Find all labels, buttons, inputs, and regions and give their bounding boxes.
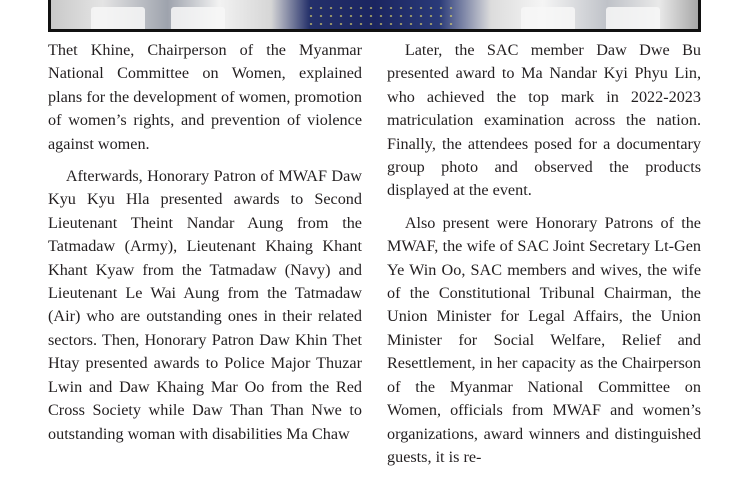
paragraph: Afterwards, Honorary Patron of MWAF Daw Kyu Kyu Hla presented awards to Second Lieutenant Theint Nandar Aung from the Tatmadaw (Army), Lieutenant Khaing Khant Khant Kyaw from the Tatmadaw (Navy) and Lieutenant Le Wai Aung from the Tatmadaw (Air) who are outstanding ones in their related sectors. Then, Honorary Patron Daw Khin Thet Htay presented awards to Police Major Thuzar Lwin and Daw Khaing Mar Oo from the Red Cross Society while Daw Than Than Nwe to outstanding woman with disabilities Ma Chaw (48, 167, 362, 443)
photo-chair (521, 7, 575, 29)
paragraph: Also present were Honorary Patrons of the MWAF, the wife of SAC Joint Secretary Lt-Gen Ye Win Oo, SAC members and wives, the wife of the Constitutional Tribunal Chairman, the Union Minister for Legal Affairs, the Union Minister for Social Welfare, Relief and Resettlement, in her capacity as the Chairperson of the Myanmar National Committee on Women, officials from MWAF and women’s organizations, award winners and distinguished guests, it is re- (387, 213, 701, 466)
event-photo (48, 0, 701, 32)
photo-chair (91, 7, 145, 29)
left-column (48, 39, 362, 455)
photo-carpet-pattern (306, 4, 456, 26)
photo-chair (606, 7, 660, 29)
photo-chair (171, 7, 225, 29)
right-column (387, 39, 701, 478)
paragraph: Thet Khine, Chairperson of the Myanmar National Committee on Women, explained plans for the development of women, promotion of women’s rights, and prevention of violence against women. (48, 41, 362, 153)
paragraph: Later, the SAC member Daw Dwe Bu presented award to Ma Nandar Kyi Phyu Lin, who achieved the top mark in 2022-2023 matriculation examination across the nation. Finally, the attendees posed for a documentary group photo and observed the products displayed at the event. (387, 41, 701, 200)
